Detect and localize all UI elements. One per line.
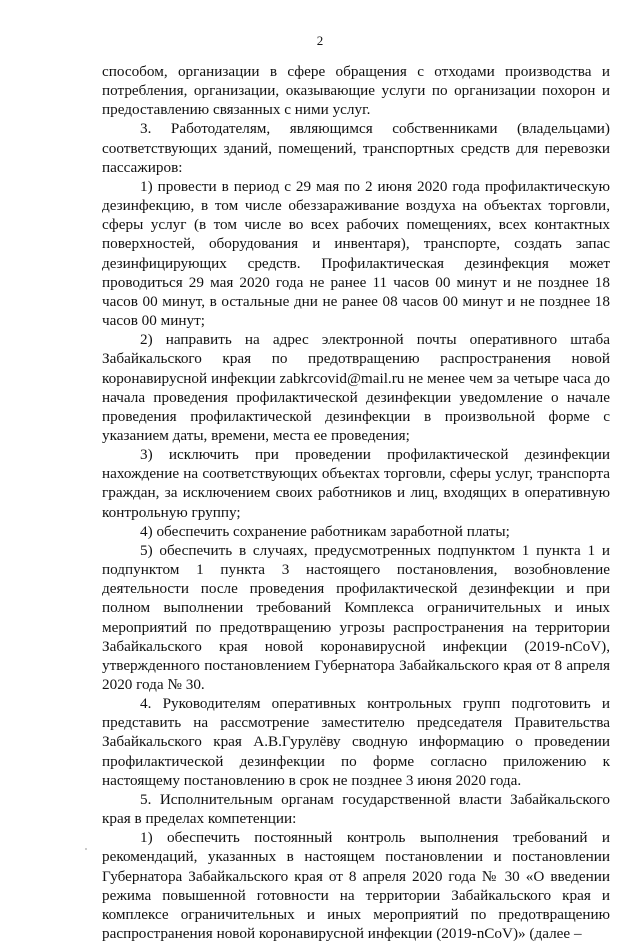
paragraph-item-3: 3. Работодателям, являющимся собственниками (владельцами) соответствующих зданий, помещений, транспортных средств для перевозки пассажиров:: [102, 120, 610, 176]
paragraph-3-sub-4: 4) обеспечить сохранение работникам заработной платы;: [140, 522, 510, 540]
document-body: [102, 62, 610, 943]
paragraph-5-sub-1: 1) обеспечить постоянный контроль выполнения требований и рекомендаций, указанных в настоящем постановлении и постановлении Губернатора Забайкальского края от 8 апреля 2020 года № 30 «О введении режима повышенной готовности на территории Забайкальского края и комплексе ограничительных и иных мероприятий по предотвращению распространения новой коронавирусной инфекции (2019-nCoV)» (далее –: [102, 829, 610, 943]
scan-speck: [85, 848, 87, 850]
paragraph-3-sub-3: 3) исключить при проведении профилактической дезинфекции нахождение на соответствующих объектах торговли, сферы услуг, транспорта граждан, за исключением своих работников и лиц, входящих в оперативную контрольную группу;: [102, 446, 610, 521]
paragraph-item-4: 4. Руководителям оперативных контрольных групп подготовить и представить на рассмотрение заместителю председателя Правительства Забайкальского края А.В.Гурулёву сводную информацию о проведении профилактической дезинфекции по форме согласно приложению к настоящему постановлению в срок не позднее 3 июня 2020 года.: [102, 695, 610, 789]
paragraph-3-sub-5: 5) обеспечить в случаях, предусмотренных подпунктом 1 пункта 1 и подпунктом 1 пункта 3 настоящего постановления, возобновление деятельности после проведения профилактической дезинфекции и при полном выполнении требований Комплекса ограничительных и иных мероприятий по предотвращению угрозы распространения на территории Забайкальского края новой коронавирусной инфекции (2019-nCoV), утвержденного постановлением Губернатора Забайкальского края от 8 апреля 2020 года № 30.: [102, 541, 610, 693]
paragraph-continuation: способом, организации в сфере обращения с отходами производства и потребления, организации, оказывающие услуги по организации похорон и предоставлению связанных с ними услуг.: [102, 63, 610, 119]
page-number: 2: [316, 33, 324, 48]
paragraph-3-sub-2: 2) направить на адрес электронной почты оперативного штаба Забайкальского края по предотвращению распространения новой коронавирусной инфекции zabkrcovid@mail.ru не менее чем за четыре часа до начала проведения профилактической дезинфекции уведомление о начале проведения профилактической дезинфекции в произвольной форме с указанием даты, времени, места ее проведения;: [102, 331, 610, 444]
paragraph-3-sub-1: 1) провести в период с 29 мая по 2 июня 2020 года профилактическую дезинфекцию, в том числе обеззараживание воздуха на объектах торговли, сферы услуг (в том числе во всех рабочих помещениях, всех контактных поверхностей, оборудования и инвентаря), транспорте, создать запас дезинфицирующих средств. Профилактическая дезинфекция может проводиться 29 мая 2020 года не ранее 11 часов 00 минут и не позднее 18 часов 00 минут, в остальные дни не ранее 08 часов 00 минут и не позднее 18 часов 00 минут;: [102, 177, 610, 330]
paragraph-item-5: 5. Исполнительным органам государственной власти Забайкальского края в пределах компетенции:: [102, 790, 610, 828]
